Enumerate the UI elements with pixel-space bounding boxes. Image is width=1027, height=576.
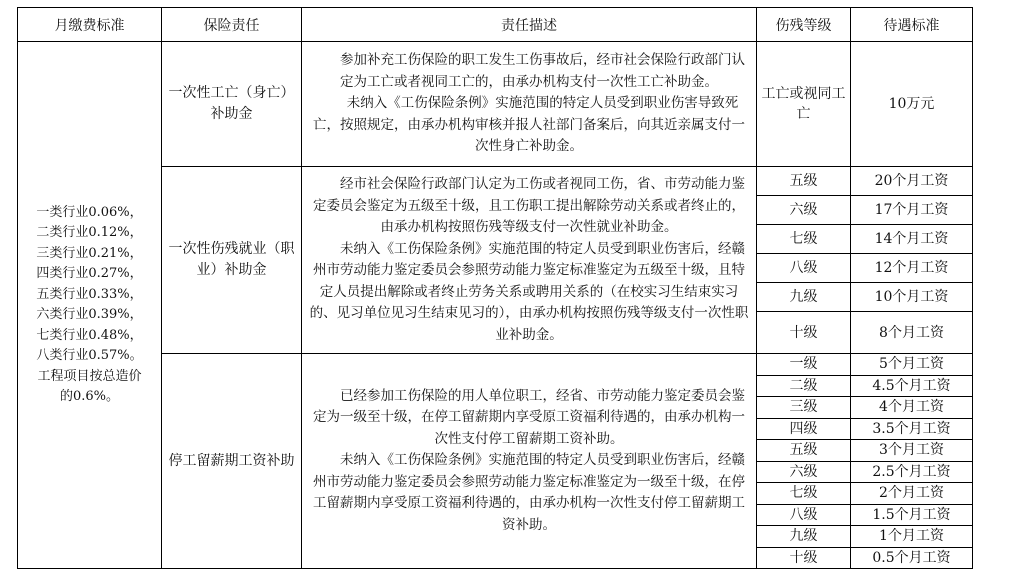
grade-cell: 十级 [757,312,851,354]
grade-cell: 八级 [757,504,851,526]
grade-cell: 六级 [757,196,851,225]
benefit-cell: 10个月工资 [851,283,973,312]
rate-line: 二类行业0.12%， [36,225,143,240]
benefit-cell: 1.5个月工资 [851,504,973,526]
description-paragraph: 未纳入《工伤保险条例》实施范围的特定人员受到职业伤害后，经赣州市劳动能力鉴定委员会参照劳动能力鉴定标准鉴定为五级至十级，且特定人员提出解除或者终止劳务关系或聘用关系的（在校实习生结束实习的、见习单位见习生结束见习的），由承办机构按照伤残等级支付一次性职业补助金。 [309,240,749,343]
benefit-cell: 12个月工资 [851,254,973,283]
description-disability-employment [302,167,757,354]
description-death-benefit [302,42,757,167]
grade-cell: 三级 [757,397,851,419]
description-suspension-wage [302,354,757,569]
table-row [18,354,973,376]
grade-cell: 八级 [757,254,851,283]
section-name-disability-employment: 一次性伤残就业（职业）补助金 [162,167,302,354]
insurance-standards-table [17,7,973,569]
rate-line: 七类行业0.48%， [36,327,143,343]
grade-cell: 六级 [757,461,851,483]
grade-cell: 七级 [757,225,851,254]
description-paragraph: 参加补充工伤保险的职工发生工伤事故后，经市社会保险行政部门认定为工亡或者视同工亡的，由承办机构支付一次性工亡补助金。 [340,52,745,90]
monthly-rate-cell [18,42,162,569]
rate-line: 四类行业0.27%， [36,266,143,281]
benefit-cell: 0.5个月工资 [851,547,973,569]
rate-line: 八类行业0.57%。 [36,348,143,363]
benefit-cell: 20个月工资 [851,167,973,196]
rate-line: 六类行业0.39%， [36,307,143,322]
grade-cell: 工亡或视同工亡 [757,42,851,167]
grade-cell: 二级 [757,375,851,397]
description-paragraph: 未纳入《工伤保险条例》实施范围的特定人员受到职业伤害后，经赣州市劳动能力鉴定委员会参照劳动能力鉴定标准鉴定为一级至十级，在停工留薪期内享受原工资福利待遇的，由承办机构一次性支付停工留薪期工资补助。 [313,452,745,533]
header-description: 责任描述 [302,8,757,42]
grade-cell: 五级 [757,440,851,462]
rate-line: 工程项目按总造价 [37,368,142,384]
benefit-cell: 8个月工资 [851,312,973,354]
header-row [18,8,973,42]
grade-cell: 七级 [757,483,851,505]
table-row [18,42,973,167]
benefit-cell: 4.5个月工资 [851,375,973,397]
benefit-cell: 2个月工资 [851,483,973,505]
benefit-cell: 3个月工资 [851,440,973,462]
benefit-cell: 4个月工资 [851,397,973,419]
benefit-cell: 10万元 [851,42,973,167]
grade-cell: 十级 [757,547,851,569]
benefit-cell: 17个月工资 [851,196,973,225]
benefit-cell: 2.5个月工资 [851,461,973,483]
grade-cell: 五级 [757,167,851,196]
header-responsibility: 保险责任 [162,8,302,42]
benefit-cell: 3.5个月工资 [851,418,973,440]
header-benefit: 待遇标准 [851,8,973,42]
header-grade: 伤残等级 [757,8,851,42]
header-rate: 月缴费标准 [18,8,162,42]
section-name-death-benefit: 一次性工亡（身亡）补助金 [162,42,302,167]
description-paragraph: 经市社会保险行政部门认定为工伤或者视同工伤，省、市劳动能力鉴定委员会鉴定为五级至十级，且工伤职工提出解除劳动关系或者终止的，由承办机构按照伤残等级支付一次性就业补助金。 [313,176,745,235]
table-row [18,167,973,196]
description-paragraph: 未纳入《工伤保险条例》实施范围的特定人员受到职业伤害导致死亡，按照规定，由承办机构审核并报人社部门备案后，向其近亲属支付一次性身亡补助金。 [313,95,745,155]
section-name-suspension-wage: 停工留薪期工资补助 [162,354,302,569]
rate-line: 一类行业0.06%， [36,204,143,220]
rate-line: 五类行业0.33%， [36,286,143,302]
benefit-cell: 14个月工资 [851,225,973,254]
grade-cell: 四级 [757,418,851,440]
grade-cell: 九级 [757,526,851,548]
benefit-cell: 5个月工资 [851,354,973,376]
rate-line: 的0.6%。 [59,389,120,404]
grade-cell: 一级 [757,354,851,376]
description-paragraph: 已经参加工伤保险的用人单位职工，经省、市劳动能力鉴定委员会鉴定为一级至十级，在停工留薪期内享受原工资福利待遇的，由承办机构一次性支付停工留薪期工资补助。 [313,387,745,447]
rate-line: 三类行业0.21%， [36,245,143,261]
benefit-cell: 1个月工资 [851,526,973,548]
grade-cell: 九级 [757,283,851,312]
